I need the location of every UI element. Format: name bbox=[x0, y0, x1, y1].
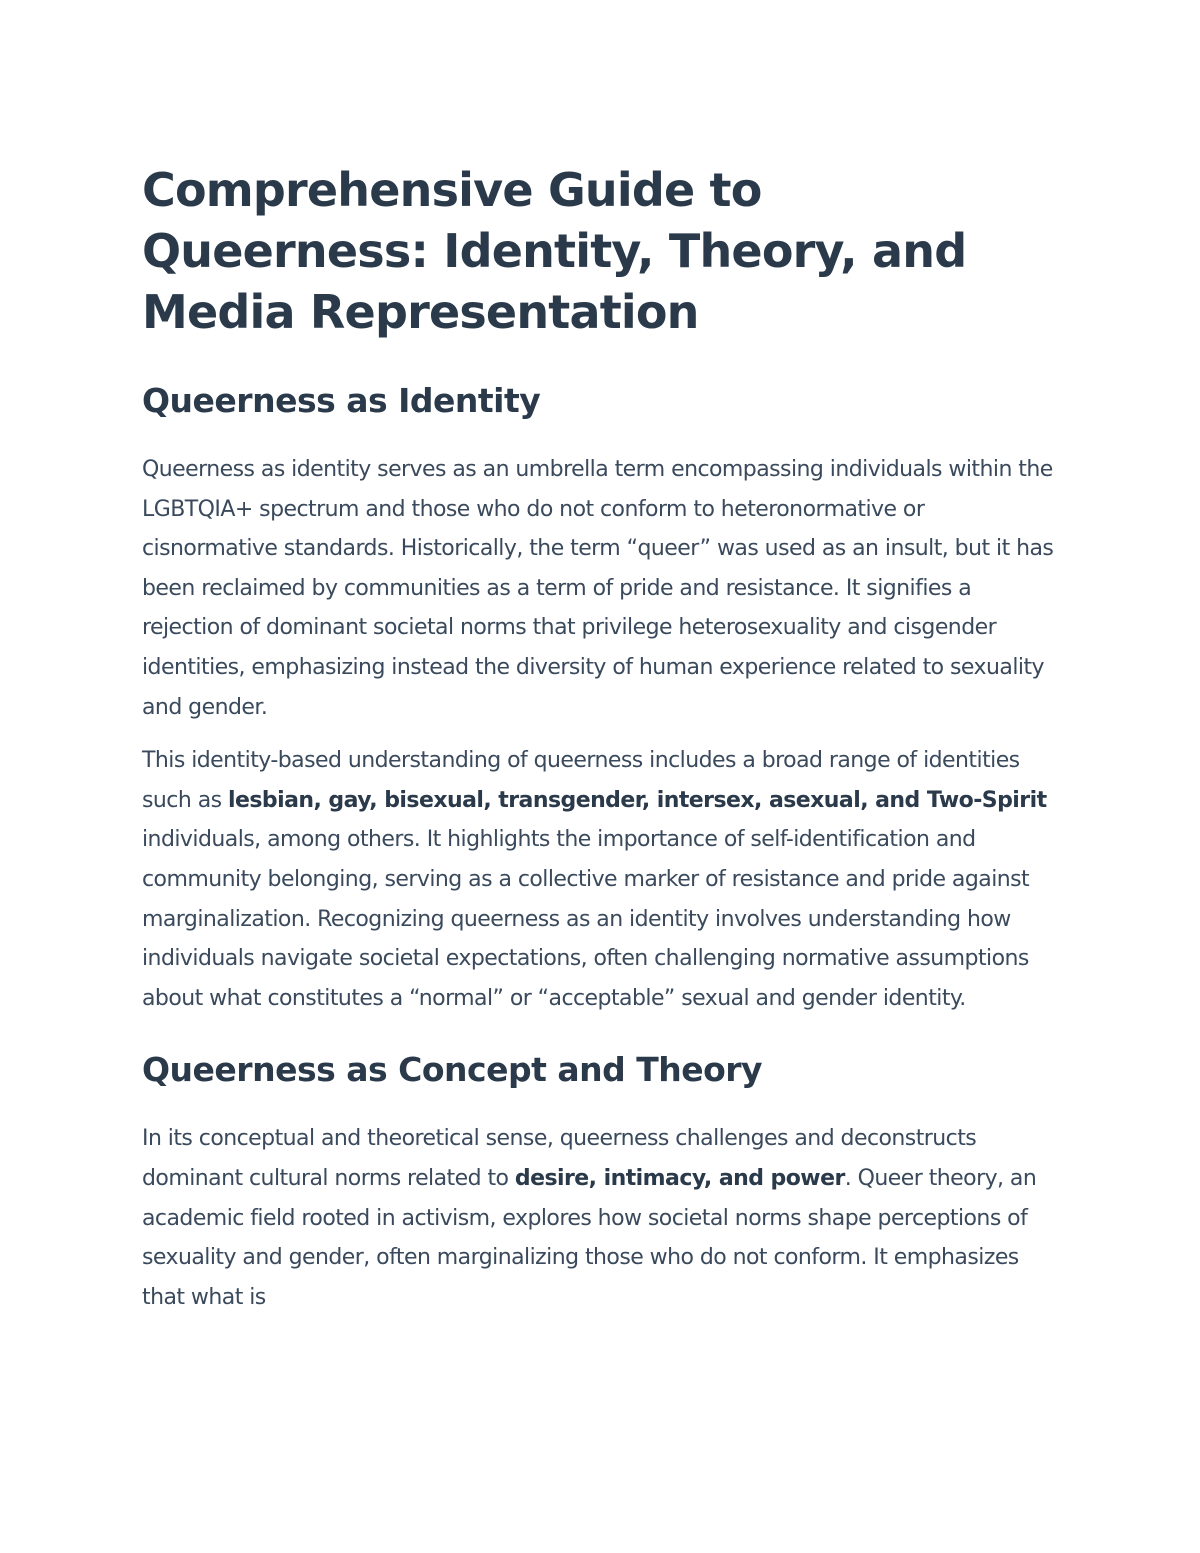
section-heading-theory: Queerness as Concept and Theory bbox=[142, 1050, 763, 1090]
paragraph-text: This identity-based understanding of queerness includes a broad range of identities such as bbox=[142, 748, 1020, 813]
paragraph-bold-text: desire, intimacy, and power bbox=[514, 1165, 845, 1191]
paragraph-text: individuals, among others. It highlights the importance of self-identification and community belonging, serving as a collective marker of resistance and pride against marginalization. Recognizing queerness as an identity involves understanding how individuals navigate societal expectations, often challenging normative assumptions about what constitutes a “normal” or “acceptable” sexual and gender identity. bbox=[142, 827, 1030, 1011]
paragraph-text: . Queer theory, an academic field rooted in activism, explores how societal norms shape perceptions of sexuality and gender, often marginalizing those who do not conform. It emphasizes that what is bbox=[142, 1165, 1037, 1310]
document-title: Comprehensive Guide to Queerness: Identity, Theory, and Media Representation bbox=[142, 163, 967, 339]
paragraph-text: In its conceptual and theoretical sense, queerness challenges and deconstructs dominant cultural norms related to bbox=[142, 1126, 977, 1191]
paragraph-bold-text: lesbian, gay, bisexual, transgender, intersex, asexual, and Two-Spirit bbox=[227, 787, 1047, 813]
section-heading-identity: Queerness as Identity bbox=[142, 381, 541, 420]
paragraph-identity-1: Queerness as identity serves as an umbrella term encompassing individuals within the LGBTQIA+ spectrum and those who do not conform to heteronormative or cisnormative standards. Historically, the term “queer” was used as an insult, but it has been reclaimed by communities as a term of pride and resistance. It signifies a rejection of dominant societal norms that privilege heterosexuality and cisgender identities, emphasizing instead the diversity of human experience related to sexuality and gender. bbox=[142, 457, 1054, 720]
document-page bbox=[142, 160, 1062, 1317]
paragraph-identity-2 bbox=[142, 741, 1062, 1018]
paragraph-theory-1 bbox=[142, 1119, 1062, 1317]
